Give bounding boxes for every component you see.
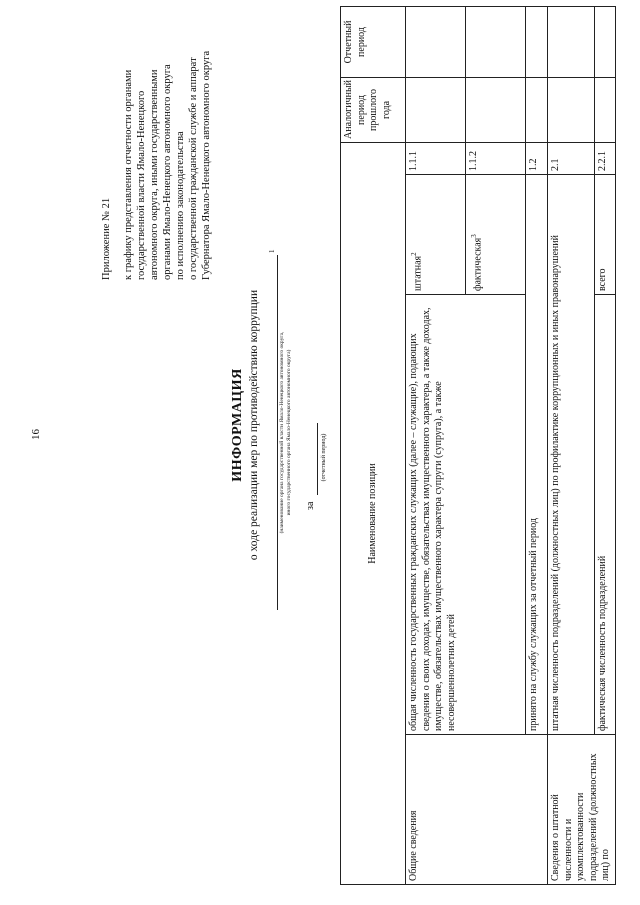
table-row	[406, 6, 466, 884]
position-text: штатная численность подразделений (должностных лиц) по профилактике коррупционных и иных правонарушений	[548, 175, 595, 735]
appendix-line: к графику представления отчетности органами	[123, 69, 134, 280]
section-label: Общие сведения	[406, 735, 548, 885]
appendix-line: Губернатора Ямало-Ненецкого автономного округа	[201, 50, 212, 280]
value-cell-prev	[548, 77, 595, 142]
org-name-line	[277, 255, 278, 610]
position-code: 2.2.1	[594, 142, 615, 174]
position-text: общая численность государственных гражданских служащих (далее – служащие), подающих сведения о своих доходах, имуществе, обязательствах имущественного характера, а также доходах, имуществе, обязательствах имущественного характера супруги (супруга), а также несовершеннолетних детей	[406, 295, 526, 735]
footnote-sup: 3	[470, 234, 478, 238]
appendix-line: государственной власти Ямало-Ненецкого	[136, 90, 147, 280]
period-line	[317, 423, 318, 495]
value-cell-curr	[548, 6, 595, 77]
position-code: 2.1	[548, 142, 595, 174]
header-name: Наименование позиции	[341, 142, 406, 884]
appendix-line: органами Ямало-Ненецкого автономного округа	[162, 64, 173, 280]
value-cell-curr	[466, 6, 526, 77]
value-cell-prev	[526, 77, 548, 142]
position-code: 1.1.2	[466, 142, 526, 174]
position-code: 1.1.1	[406, 142, 466, 174]
footnote-mark: 1	[268, 249, 276, 253]
appendix-line: автономного округа, иными государственными	[149, 69, 160, 280]
header-curr-period: Отчетный период	[341, 6, 406, 77]
period-prefix: за	[305, 501, 316, 510]
table-header-row	[341, 6, 406, 884]
period-note: (отчетный период)	[321, 433, 327, 482]
sub-position-text: фактическая	[472, 237, 484, 291]
section-label: Сведения о штатной численности и укомплектованности подразделений (должностных лиц) по	[548, 735, 616, 885]
value-cell-curr	[594, 6, 615, 77]
value-cell-curr	[406, 6, 466, 77]
document-title: ИНФОРМАЦИЯ	[230, 368, 245, 482]
header-prev-period: Аналогичный период прошлого года	[341, 77, 406, 142]
appendix-line: о государственной гражданской службе и аппарат	[188, 57, 199, 280]
page-number: 16	[30, 429, 42, 440]
sub-position-label	[406, 175, 466, 295]
sub-position-text: штатная	[412, 255, 424, 291]
org-note-line1: (наименование органа государственной власти Ямало-Ненецкого автономного округа,	[279, 331, 285, 534]
value-cell-curr	[526, 6, 548, 77]
appendix-line: по исполнению законодательства	[175, 131, 186, 280]
value-cell-prev	[594, 77, 615, 142]
table-row	[548, 6, 595, 884]
sub-position-label: всего	[594, 175, 615, 295]
org-note-line2: иного государственного органа Ямало-Ненецкого автономного округа)	[286, 349, 292, 516]
sub-position-label	[466, 175, 526, 295]
report-table	[340, 6, 616, 885]
footnote-sup: 2	[410, 252, 418, 256]
position-code: 1.2	[526, 142, 548, 174]
position-text: принято на службу служащих за отчетный период	[526, 175, 548, 735]
document-subtitle: о ходе реализации мер по противодействию коррупции	[248, 289, 260, 561]
value-cell-prev	[406, 77, 466, 142]
appendix-title: Приложение № 21	[101, 197, 112, 280]
appendix-block	[100, 10, 213, 280]
position-text: фактическая численность подразделений	[594, 295, 615, 735]
value-cell-prev	[466, 77, 526, 142]
